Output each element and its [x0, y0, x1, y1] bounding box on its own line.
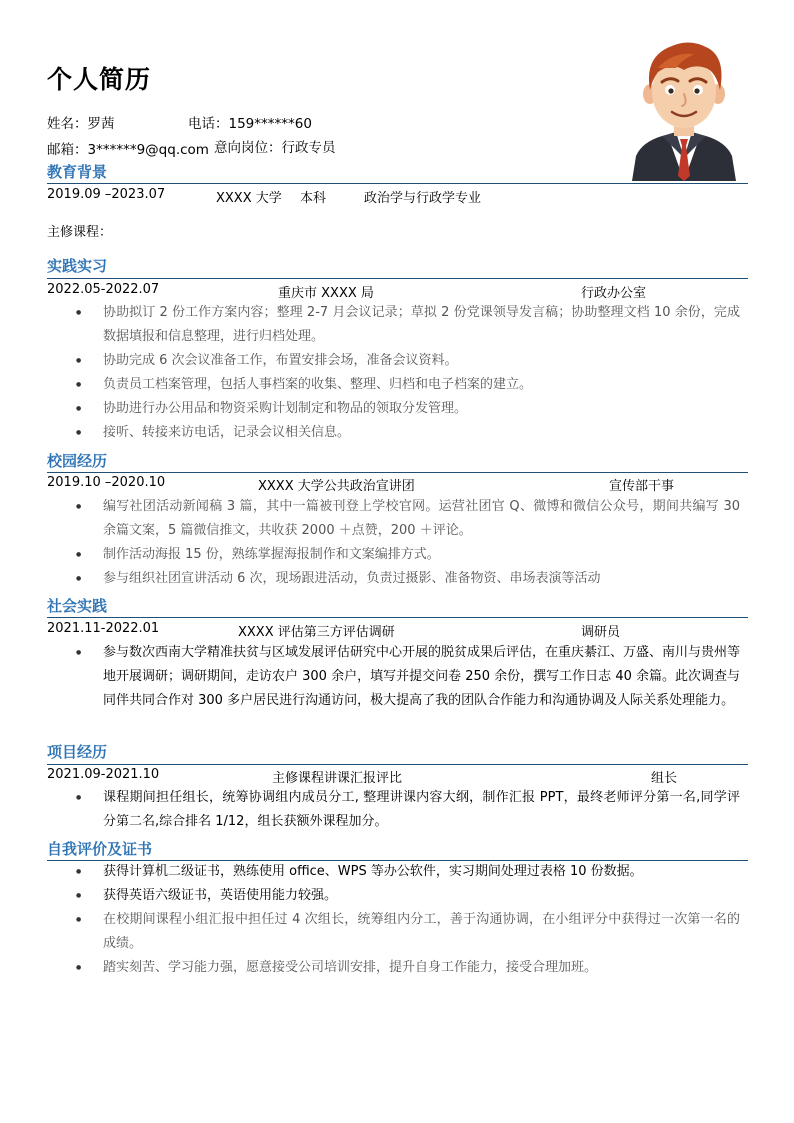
project-role: 组长 [651, 771, 678, 786]
education-divider [47, 183, 748, 184]
campus-title: 校园经历 [47, 452, 108, 470]
list-item: ● 获得英语六级证书，英语使用能力较强。 [76, 884, 740, 908]
social-divider [47, 617, 748, 618]
phone-field: 电话：159******60 [188, 116, 312, 132]
list-item: ● 编写社团活动新闻稿 3 篇，其中一篇被刊登上学校官网。运营社团官 Q、微博和微信公众号，期间共编写 30 余篇文案，5 篇微信推文，共收获 2000 ＋点赞，200 ＋评论。 [76, 495, 740, 543]
internship-org: 重庆市 XXXX 局 [278, 286, 374, 301]
position-field: 意向岗位：行政专员 [214, 140, 336, 156]
internship-role: 行政办公室 [581, 286, 647, 301]
list-item: ● 制作活动海报 15 份，熟练掌握海报制作和文案编排方式。 [76, 543, 740, 567]
social-title: 社会实践 [47, 597, 108, 615]
page-title: 个人简历 [47, 65, 152, 94]
campus-org: XXXX 大学公共政治宣讲团 [258, 479, 415, 494]
email-field: 邮箱：3******9@qq.com [47, 142, 209, 158]
project-title: 项目经历 [47, 743, 108, 761]
list-item: ● 参与数次西南大学精准扶贫与区域发展评估研究中心开展的脱贫成果后评估，在重庆綦江、万盛、南川与贵州等地开展调研；调研期间，走访农户 300 余户，填写并提交问卷 250 余份，撰写工作日志 40 余篇。此次调查与同伴共同合作对 300 多户居民进行沟通访问，极大提高了我的团队合作能力和沟通协调及人际关系处理能力。 [76, 641, 740, 713]
project-list [76, 786, 740, 834]
list-item: ● 课程期间担任组长，统筹协调组内成员分工, 整理讲课内容大纲，制作汇报 PPT，最终老师评分第一名,同学评分第二名,综合排名 1/12，组长获额外课程加分。 [76, 786, 740, 834]
campus-role: 宣传部干事 [609, 479, 675, 494]
social-list [76, 641, 740, 713]
list-item: ● 在校期间课程小组汇报中担任过 4 次组长，统筹组内分工，善于沟通协调，在小组评分中获得过一次第一名的成绩。 [76, 908, 740, 956]
internship-list [76, 301, 740, 445]
list-item: ● 踏实刻苦、学习能力强，愿意接受公司培训安排，提升自身工作能力，接受合理加班。 [76, 956, 740, 980]
list-item: ● 协助完成 6 次会议准备工作，布置安排会场，准备会议资料。 [76, 349, 740, 373]
internship-divider [47, 278, 748, 279]
avatar-icon [628, 38, 740, 181]
name-field: 姓名：罗茜 [47, 116, 115, 132]
courses-label: 主修课程： [47, 225, 113, 240]
list-item: ● 负责员工档案管理，包括人事档案的收集、整理、归档和电子档案的建立。 [76, 373, 740, 397]
internship-title: 实践实习 [47, 257, 108, 275]
project-org: 主修课程讲课汇报评比 [272, 771, 403, 786]
social-org: XXXX 评估第三方评估调研 [238, 625, 395, 640]
list-item: ● 协助进行办公用品和物资采购计划制定和物品的领取分发管理。 [76, 397, 740, 421]
list-item: ● 获得计算机二级证书，熟练使用 office、WPS 等办公软件，实习期间处理过表格 10 份数据。 [76, 860, 740, 884]
social-date: 2021.11-2022.01 [47, 621, 160, 636]
list-item: ● 协助拟订 2 份工作方案内容；整理 2-7 月会议记录；草拟 2 份党课领导发言稿；协助整理文档 10 余份，完成数据填报和信息整理，进行归档处理。 [76, 301, 740, 349]
self-list [76, 860, 740, 980]
campus-divider [47, 472, 748, 473]
education-major: 政治学与行政学专业 [364, 191, 482, 206]
education-school: XXXX 大学 [216, 191, 282, 206]
campus-list [76, 495, 740, 591]
project-divider [47, 764, 748, 765]
campus-date: 2019.10 –2020.10 [47, 475, 166, 490]
list-item: ● 接听、转接来访电话，记录会议相关信息。 [76, 421, 740, 445]
internship-date: 2022.05-2022.07 [47, 282, 160, 297]
self-title: 自我评价及证书 [47, 840, 153, 858]
education-title: 教育背景 [47, 163, 108, 181]
education-date: 2019.09 –2023.07 [47, 187, 166, 202]
project-date: 2021.09-2021.10 [47, 767, 160, 782]
education-degree: 本科 [300, 191, 327, 206]
social-role: 调研员 [581, 625, 621, 640]
list-item: ● 参与组织社团宣讲活动 6 次，现场跟进活动，负责过摄影、准备物资、串场表演等活动 [76, 567, 740, 591]
